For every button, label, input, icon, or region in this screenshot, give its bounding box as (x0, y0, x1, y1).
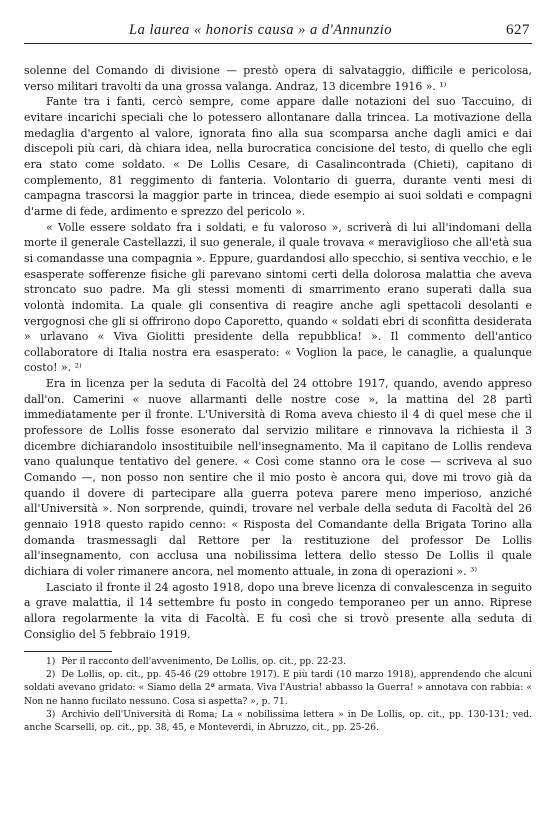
header-rule (24, 43, 532, 44)
footnote (24, 656, 532, 669)
footnote-number: 1) (46, 657, 56, 668)
paragraph: « Volle essere soldato fra i soldati, e fu valoroso », scriverà di lui all'indomani della morte il generale Castellazzi, il suo generale, il quale trovava « meraviglioso che all'età sua si comandasse una compagnia ». Eppure, guardandosi allo specchio, si sentiva vecchio, e le esasperate sofferenze fisiche gli parevano sintomi certi della dolorosa malattia che aveva stroncato suo padre. Ma gli stessi momenti di smarrimento erano superati dalla sua volontà indomita. La quale gli consentiva di reagire anche agli spettacoli desolanti e vergognosi che gli si offrirono dopo Caporetto, quando « soldati ebri di sconfitta desiderata » urlavano « Viva Giolitti presidente della repubblica! ». Il commento dell'antico collaboratore di Italia nostra era esasperato: « Voglion la pace, le canaglie, a qualunque costo! ». ²⁾ (24, 220, 532, 375)
paragraph: solenne del Comando di divisione — prestò opera di salvataggio, difficile e pericolosa, verso militari travolti da una grossa valanga. Andraz, 13 dicembre 1916 ». ¹⁾ (24, 64, 532, 93)
footnote (24, 669, 532, 708)
paragraph: Lasciato il fronte il 24 agosto 1918, dopo una breve licenza di convalescenza in seguito a grave malattia, il 14 settembre fu posto in congedo temporaneo per un anno. Riprese allora regolarmente la vita di Facoltà. E fu così che si trovò presente alla seduta di Consiglio del 5 febbraio 1919. (24, 580, 532, 641)
footnote-divider (24, 651, 112, 652)
book-page (24, 0, 532, 735)
running-title: La laurea « honoris causa » a d'Annunzio (129, 22, 393, 38)
footnote-text: Per il racconto dell'avvenimento, De Lollis, op. cit., pp. 22-23. (61, 657, 347, 668)
running-header (24, 22, 532, 46)
footnote-number: 2) (46, 670, 56, 681)
paragraph: Fante tra i fanti, cercò sempre, come appare dalle notazioni del suo Taccuino, di evitare incarichi speciali che lo potessero allontanare dalla trincea. La motivazione della medaglia d'argento al valore, ignorata fino alla sua scomparsa anche dagli amici e dai discepoli più cari, dà chiara idea, nella burocratica concisione del testo, di quello che egli era stato come soldato. « De Lollis Cesare, di Casalincontrada (Chieti), capitano di complemento, 81 reggimento di fanteria. Volontario di guerra, durante venti mesi di campagna trascorsi la maggior parte in trincea, diede esempio ai suoi soldati e compagni d'arme di fede, ardimento e sprezzo del pericolo ». (24, 95, 532, 218)
footnote-text: Archivio dell'Università di Roma; La « nobilissima lettera » in De Lollis, op. cit., pp. 130-131; ved. anche Scarselli, op. cit., pp. 38, 45, e Monteverdi, in Abruzzo, cit., pp. 25-26. (24, 709, 532, 733)
footnote-text: De Lollis, op. cit., pp. 45-46 (29 ottobre 1917). E più tardi (10 marzo 1918), apprendendo che alcuni soldati avevano gridato: « Siamo della 2ª armata. Viva l'Austria! abbasso la Guerra! » annotava con rabbia: « Non ne hanno fucilato nessuno. Cosa si aspetta? », p. 71. (24, 670, 532, 707)
footnote (24, 709, 532, 735)
page-number: 627 (506, 22, 530, 38)
paragraph: Era in licenza per la seduta di Facoltà del 24 ottobre 1917, quando, avendo appreso dall'on. Camerini « nuove allarmanti delle nostre cose », la mattina del 28 partì immediatamente per il fronte. L'Università di Roma aveva chiesto il 4 di quel mese che il professore de Lollis fosse esonerato dal servizio militare e rinnovava la richiesta il 3 dicembre dichiarandolo insostituibile nell'insegnamento. Ma il capitano de Lollis rendeva vano qualunque tentativo del genere. « Così come stanno ora le cose — scriveva al suo Comando —, non posso non sentire che il mio posto è ancora qui, dove mi trovo già da quando il dovere di partecipare alla guerra poteva parere meno imperioso, anziché all'Università ». Non sorprende, quindi, trovare nel verbale della seduta di Facoltà del 26 gennaio 1918 questo rapido cenno: « Risposta del Comandante della Brigata Torino alla domanda trasmessagli dal Rettore per la restituzione del professor De Lollis all'insegnamento, con acclusa una nobilissima lettera dello stesso De Lollis il quale dichiara di voler rimanere ancora, nel momento attuale, in zona di operazioni ». ³⁾ (24, 377, 532, 578)
footnotes (24, 656, 532, 735)
body-text (24, 63, 532, 642)
footnote-number: 3) (46, 709, 56, 720)
